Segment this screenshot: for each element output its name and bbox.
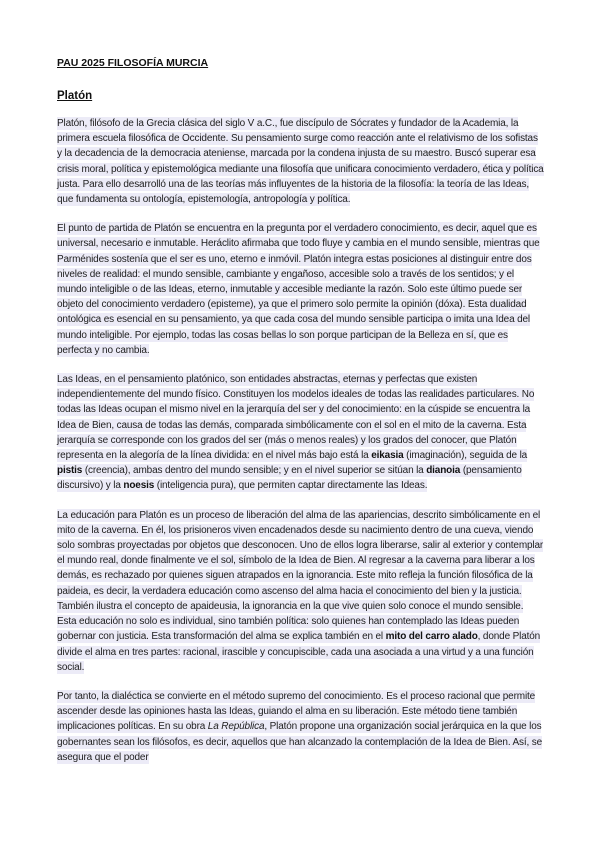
document-title: PAU 2025 FILOSOFÍA MURCIA <box>57 57 209 69</box>
paragraph-intro-text: Platón, filósofo de la Grecia clásica del siglo V a.C., fue discípulo de Sócrates y fundador de la Academia, la primera escuela filosófica de Occidente. Su pensamiento surge como reacción ante el relativismo de los sofistas y la decadencia de la democracia ateniense, marcada por la condena injusta de su maestro. Buscó superar esa crisis moral, política y epistemológica mediante una filosofía que unificara conocimiento verdadero, ética y política justa. Para ello desarrolló una de las teorías más influyentes de la historia de la filosofía: la teoría de las Ideas, que fundamenta su ontología, epistemología, antropología y política. <box>57 118 544 206</box>
text-run: La educación para Platón es un proceso de liberación del alma de las apariencias, descrito simbólicamente en el mito de la caverna. En él, los prisioneros viven encadenados desde su nacimiento dentro de una cueva, viendo solo sombras proyectadas por objetos que desconocen. Uno de ellos logra liberarse, salir al exterior y contemplar el mundo real, donde finalmente ve el sol, símbolo de la Idea de Bien. Al regresar a la caverna para liberar a los demás, es rechazado por quienes siguen atrapados en la ignorancia. Este mito refleja la función filosófica de la paideia, es decir, la verdadera educación como ascenso del alma hacia el conocimiento del bien y la justicia. También ilustra el concepto de apaideusia, la ignorancia en la que vive quien solo conoce el mundo sensible. Esta educación no solo es individual, sino también política: solo quienes han contemplado las Ideas pueden gobernar con justicia. Esta transformación del alma se explica también en el <box>57 509 544 643</box>
text-run: Las Ideas, en el pensamiento platónico, son entidades abstractas, eternas y perfectas que existen independientemente del mundo físico. Constituyen los modelos ideales de todas las realidades particulares. No todas las Ideas ocupan el mismo nivel en la jerarquía del ser y del conocimiento: en la cúspide se encuentra la Idea de Bien, causa de todas las demás, comparada simbólicamente con el sol en el mito de la caverna. Esta jerarquía se corresponde con los grados del ser (más o menos reales) y los grados del conocer, que Platón representa en la alegoría de la línea dividida: en el nivel más bajo está la <box>57 374 535 462</box>
text-run: , donde Platón divide el alma en tres partes: racional, irascible y concupiscible, cada una asociada a una virtud y a una función social. <box>57 631 541 673</box>
paragraph-ideas-text <box>57 373 534 492</box>
text-run: (inteligencia pura), que permiten captar directamente las Ideas. <box>154 480 428 492</box>
work-title-la-republica: La República <box>207 721 265 733</box>
paragraph-dialectic <box>57 689 544 765</box>
paragraph-knowledge-text: El punto de partida de Platón se encuentra en la pregunta por el verdadero conocimiento, es decir, aquel que es universal, necesario e inmutable. Heráclito afirmaba que todo fluye y cambia en el mundo sensible, mientras que Parménides sostenía que el ser es uno, eterno e inmóvil. Platón integra estas posiciones al distinguir entre dos niveles de realidad: el mundo sensible, cambiante y engañoso, accesible solo a través de los sentidos; y el mundo inteligible o de las Ideas, eterno, inmutable y accesible mediante la razón. Solo este último puede ser objeto del conocimiento verdadero (episteme), ya que el primero solo permite la opinión (dóxa). Esta dualidad ontológica es esencial en su pensamiento, ya que cada cosa del mundo sensible participa o imita una Idea del mundo inteligible. Por ejemplo, todas las cosas bellas lo son porque participan de la Belleza en sí, que es perfecta y no cambia. <box>57 223 540 356</box>
term-pistis: pistis <box>57 465 83 477</box>
paragraph-intro <box>57 116 544 207</box>
term-carro-alado: mito del carro alado <box>385 631 478 643</box>
document-body <box>57 56 544 779</box>
paragraph-dialectic-text <box>57 690 542 764</box>
text-run: , Platón propone una organización social jerárquica en la que los gobernantes sean los filósofos, es decir, aquellos que han alcanzado la contemplación de la Idea de Bien. Así, se asegura que el poder <box>57 721 543 763</box>
text-run: (creencia), ambas dentro del mundo sensible; y en el nivel superior se sitúan la <box>82 465 427 477</box>
text-run: (pensamiento discursivo) y la <box>57 465 522 492</box>
paragraph-knowledge <box>57 221 544 358</box>
term-dianoia: dianoia <box>426 465 461 477</box>
paragraph-education <box>57 508 544 675</box>
text-run: Por tanto, la dialéctica se convierte en el método supremo del conocimiento. Es el proceso racional que permite ascender desde las opiniones hasta las Ideas, guiando el alma en su liberación. Este método tiene también implicaciones políticas. En su obra <box>57 690 536 733</box>
section-title-platon: Platón <box>57 90 93 102</box>
paragraph-ideas <box>57 372 544 494</box>
paragraph-education-text <box>57 509 543 674</box>
term-eikasia: eikasia <box>371 450 404 462</box>
term-noesis: noesis <box>123 480 155 492</box>
text-run: (imaginación), seguida de la <box>403 450 528 462</box>
